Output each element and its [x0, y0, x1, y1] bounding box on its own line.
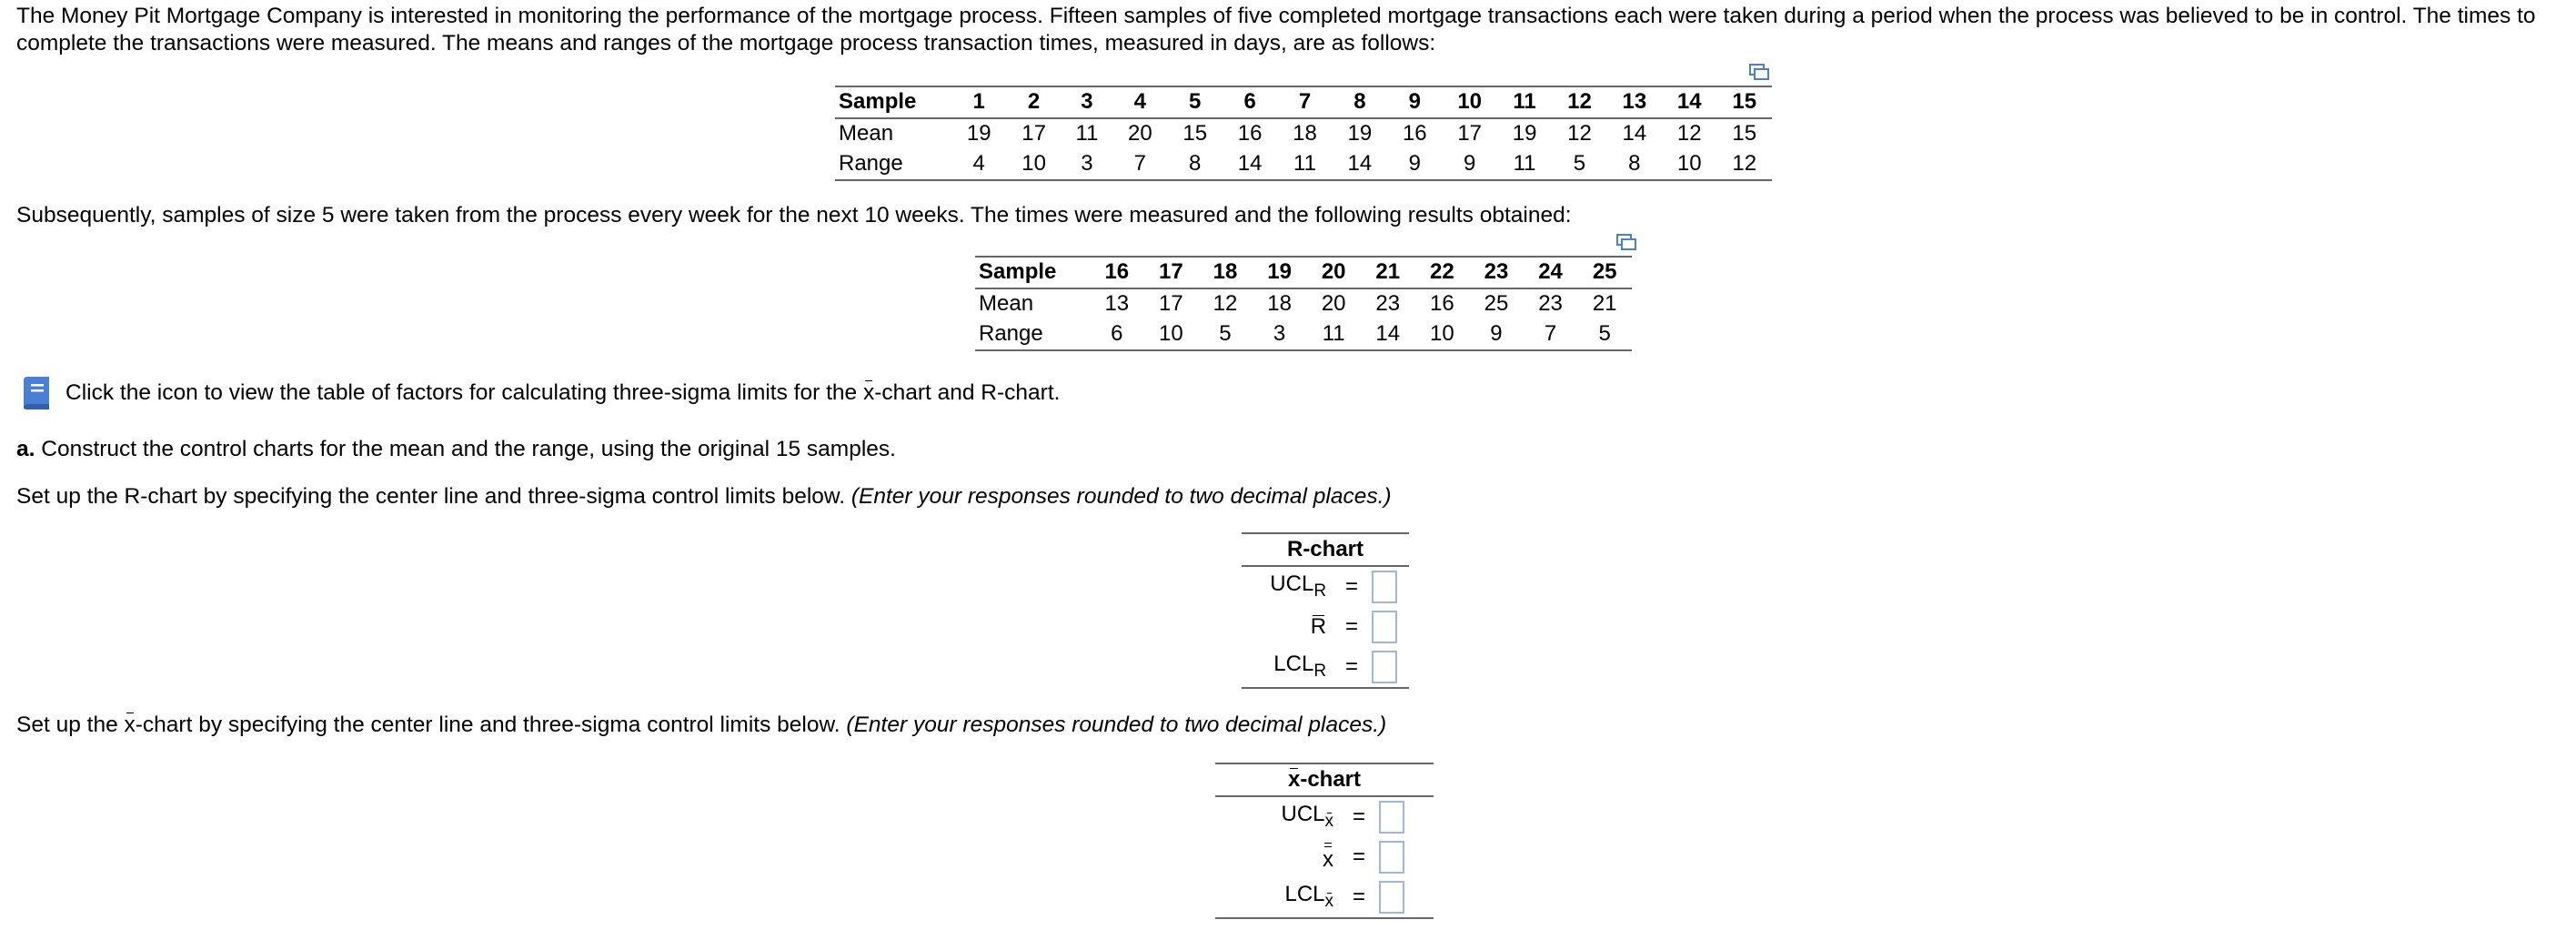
r-chart-table	[1242, 532, 1409, 689]
sample-number-cell: 13	[1607, 86, 1662, 118]
equals-sign: =	[1345, 573, 1359, 599]
sample-number-cell: 22	[1415, 257, 1470, 288]
range-cell: 10	[1006, 149, 1061, 180]
mean-cell: 25	[1484, 291, 1509, 317]
x-double-bar-input[interactable]	[1379, 841, 1404, 874]
x-setup-pre: Set up the	[16, 713, 125, 737]
table-row	[975, 288, 1632, 319]
lcl-text: LCL	[1284, 882, 1325, 907]
intro-paragraph: The Money Pit Mortgage Company is interested in monitoring the performance of the mortgage process. Fifteen samples of five completed mortgage transactions each were taken during a period when the process was believed to be in control. The times to complete the transactions were measured. The means and ranges of the mortgage process transaction times, measured in days, are as follows:	[16, 4, 2536, 56]
ucl-x-row	[1215, 796, 1434, 837]
sample-number-cell: 15	[1716, 86, 1772, 118]
equals-sign: =	[1339, 877, 1379, 918]
sample-number-cell: 7	[1277, 86, 1332, 118]
range-cell: 9	[1442, 149, 1496, 180]
equals-sign: =	[1353, 804, 1366, 829]
sample-number-cell: 8	[1333, 86, 1387, 118]
mean-cell: 11	[1075, 121, 1099, 147]
sample-number-cell: 20	[1306, 257, 1361, 288]
mean-cell: 19	[1512, 121, 1537, 147]
sample-number-cell: 5	[1168, 86, 1223, 118]
range-cell: 10	[1144, 319, 1199, 350]
table-header-row	[975, 257, 1632, 288]
ucl-x-label	[1215, 796, 1339, 837]
sample-number-cell: 9	[1387, 86, 1442, 118]
range-cell: 14	[1333, 149, 1387, 180]
row-label: Sample	[975, 257, 1090, 288]
sample-number-cell: 12	[1552, 86, 1606, 118]
table-header-row	[835, 86, 1772, 118]
range-cell: 14	[1361, 319, 1415, 350]
copy-table-icon[interactable]	[1748, 63, 1770, 81]
x-chart-instruction	[16, 712, 1386, 738]
mean-cell: 20	[1321, 291, 1346, 317]
lcl-x-input[interactable]	[1379, 881, 1404, 914]
mean-cell: 19	[966, 121, 991, 147]
equals-sign: =	[1332, 647, 1372, 688]
range-cell: 5	[1198, 319, 1253, 350]
subsequent-paragraph: Subsequently, samples of size 5 were taken from the process every week for the next 10 weeks. The times were measured and the following results obtained:	[16, 203, 1572, 227]
sample-number-cell: 18	[1198, 257, 1253, 288]
mean-cell: 12	[1676, 121, 1702, 147]
mean-cell: 21	[1592, 291, 1617, 317]
sample-number-cell: 2	[1006, 86, 1061, 118]
range-cell: 8	[1168, 149, 1223, 180]
mean-cell: 15	[1732, 121, 1757, 147]
ucl-subscript: R	[1313, 581, 1327, 601]
info-suffix: -chart and R-chart.	[874, 380, 1061, 406]
mean-cell: 12	[1213, 291, 1238, 317]
range-cell: 10	[1415, 319, 1470, 350]
info-prefix: Click the icon to view the table of factors for calculating three-sigma limits for the	[65, 380, 863, 406]
table-row	[975, 319, 1632, 350]
mean-cell: 12	[1567, 121, 1592, 147]
x-bar-symbol: x	[862, 380, 875, 406]
lcl-x-label	[1215, 877, 1339, 918]
lcl-r-row	[1242, 647, 1409, 688]
row-label: Range	[835, 149, 951, 180]
book-icon[interactable]	[18, 375, 55, 411]
range-cell: 6	[1090, 319, 1144, 350]
x-double-bar-row	[1215, 837, 1434, 877]
r-bar-symbol: R	[1310, 613, 1327, 639]
range-cell: 4	[951, 149, 1006, 180]
row-label: Mean	[979, 291, 1034, 317]
ucl-r-row	[1242, 566, 1409, 607]
x-bar-symbol: x	[1287, 766, 1301, 792]
rounding-note: (Enter your responses rounded to two decimal places.)	[846, 713, 1387, 737]
ucl-text: UCL	[1281, 802, 1325, 827]
x-double-bar-symbol: x	[1323, 842, 1333, 874]
range-cell: 9	[1387, 149, 1442, 180]
lcl-r-label	[1242, 647, 1332, 688]
rounding-note: (Enter your responses rounded to two decimal places.)	[850, 484, 1392, 509]
table-row	[835, 118, 1772, 149]
range-cell: 11	[1497, 149, 1552, 180]
sample-number-cell: 21	[1361, 257, 1415, 288]
row-label: Mean	[839, 121, 894, 147]
sample-number-cell: 24	[1524, 257, 1578, 288]
row-label: Range	[975, 319, 1090, 350]
mean-cell: 18	[1267, 291, 1292, 317]
sample-number-cell: 17	[1144, 257, 1199, 288]
lcl-text: LCL	[1273, 652, 1314, 677]
x-bar-symbol: x	[124, 713, 136, 737]
equals-sign: =	[1353, 844, 1366, 869]
range-cell: 3	[1062, 149, 1112, 180]
r-bar-input[interactable]	[1372, 611, 1397, 643]
sample-number-cell: 11	[1497, 86, 1552, 118]
range-cell: 12	[1716, 149, 1772, 180]
part-a-instruction	[16, 436, 896, 462]
mean-cell: 15	[1182, 121, 1208, 147]
x-setup-post: -chart by specifying the center line and three-sigma control limits below.	[135, 713, 847, 737]
mean-cell: 17	[1457, 121, 1483, 147]
sample-number-cell: 10	[1442, 86, 1496, 118]
row-label: Sample	[835, 86, 951, 118]
lcl-r-input[interactable]	[1372, 651, 1397, 683]
x-double-bar-label	[1215, 837, 1339, 877]
sample-number-cell: 19	[1253, 257, 1307, 288]
range-cell: 7	[1524, 319, 1578, 350]
original-samples-table	[835, 86, 1772, 181]
range-cell: 7	[1112, 149, 1167, 180]
mean-cell: 20	[1127, 121, 1152, 147]
range-cell: 3	[1253, 319, 1307, 350]
mean-cell: 16	[1430, 291, 1454, 317]
copy-table-icon[interactable]	[1615, 233, 1637, 251]
part-text: Construct the control charts for the mean and the range, using the original 15 samples.	[35, 437, 896, 461]
mean-cell: 19	[1347, 121, 1373, 147]
subsequent-samples-table	[975, 256, 1632, 351]
x-bar-subscript: x	[1324, 892, 1334, 912]
lcl-x-row	[1215, 877, 1434, 918]
sample-number-cell: 25	[1577, 257, 1632, 288]
ucl-x-input[interactable]	[1379, 801, 1404, 834]
x-chart-table	[1215, 763, 1434, 919]
table-row	[835, 149, 1772, 180]
mean-cell: 16	[1402, 121, 1427, 147]
x-chart-title	[1215, 763, 1434, 796]
range-cell: 10	[1662, 149, 1716, 180]
range-cell: 11	[1277, 149, 1332, 180]
r-chart-instruction	[16, 483, 1392, 510]
r-setup-text: Set up the R-chart by specifying the center line and three-sigma control limits below.	[16, 484, 851, 509]
sample-number-cell: 16	[1090, 257, 1144, 288]
mean-cell: 13	[1104, 291, 1130, 317]
r-chart-title: R-chart	[1242, 533, 1409, 566]
factors-info-text	[65, 379, 1060, 406]
mean-cell: 16	[1237, 121, 1263, 147]
sample-number-cell: 23	[1469, 257, 1524, 288]
factors-info-row	[18, 375, 1060, 411]
r-bar-label	[1242, 607, 1332, 647]
sample-number-cell: 14	[1662, 86, 1716, 118]
ucl-r-input[interactable]	[1372, 571, 1397, 603]
x-bar-subscript: x	[1324, 812, 1334, 832]
lcl-subscript: R	[1313, 662, 1327, 682]
ucl-r-label	[1242, 566, 1332, 607]
mean-cell: 17	[1159, 291, 1183, 317]
mean-cell: 23	[1375, 291, 1401, 317]
range-cell: 8	[1607, 149, 1662, 180]
sample-number-cell: 4	[1112, 86, 1167, 118]
sample-number-cell: 3	[1062, 86, 1112, 118]
sample-number-cell: 6	[1223, 86, 1277, 118]
range-cell: 11	[1306, 319, 1361, 350]
range-cell: 5	[1577, 319, 1632, 350]
x-chart-title-text: -chart	[1300, 766, 1362, 792]
sample-number-cell: 1	[951, 86, 1006, 118]
equals-sign: =	[1345, 613, 1359, 639]
range-cell: 5	[1552, 149, 1606, 180]
range-cell: 9	[1469, 319, 1524, 350]
range-cell: 14	[1223, 149, 1277, 180]
r-bar-row	[1242, 607, 1409, 647]
ucl-text: UCL	[1270, 571, 1314, 597]
mean-cell: 18	[1293, 121, 1317, 147]
mean-cell: 23	[1538, 291, 1563, 317]
mean-cell: 14	[1622, 121, 1647, 147]
mean-cell: 17	[1021, 121, 1046, 147]
part-label: a.	[16, 437, 35, 461]
